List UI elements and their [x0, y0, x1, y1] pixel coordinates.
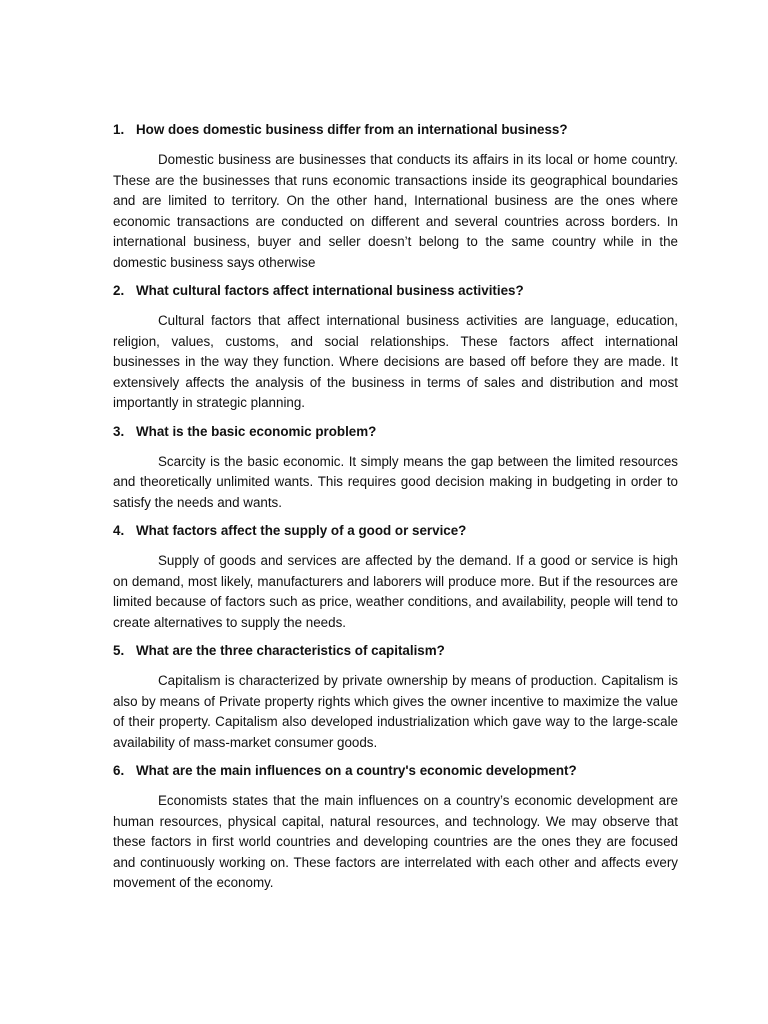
question-number: 6.	[113, 763, 125, 778]
question-heading	[113, 641, 678, 661]
qa-item-1	[113, 120, 678, 273]
question-heading	[113, 521, 678, 541]
question-text: How does domestic business differ from an international business?	[136, 122, 568, 137]
question-text: What are the main influences on a country's economic development?	[136, 763, 577, 778]
answer-paragraph: Cultural factors that affect international business activities are language, education, religion, values, customs, and social relationships. These factors affect international businesses in the way they function. Where decisions are based off before they are made. It extensively affects the analysis of the business in terms of sales and distribution and most importantly in strategic planning.	[113, 313, 678, 410]
qa-item-6	[113, 761, 678, 894]
answer-paragraph: Scarcity is the basic economic. It simply means the gap between the limited resources and theoretically unlimited wants. This requires good decision making in budgeting in order to satisfy the needs and wants.	[113, 453, 678, 510]
question-heading	[113, 422, 678, 442]
question-text: What cultural factors affect international business activities?	[136, 283, 524, 298]
answer-paragraph: Supply of goods and services are affected by the demand. If a good or service is high on demand, most likely, manufacturers and laborers will produce more. But if the resources are limited because of factors such as price, weather conditions, and availability, people will tend to create alternatives to supply the needs.	[113, 553, 678, 630]
question-number: 5.	[113, 643, 125, 658]
question-number: 4.	[113, 523, 125, 538]
question-number: 2.	[113, 283, 125, 298]
answer-paragraph: Capitalism is characterized by private ownership by means of production. Capitalism is also by means of Private property rights which gives the owner incentive to maximize the value of their property. Capitalism also developed industrialization which gave way to the large-scale availability of mass-market consumer goods.	[113, 673, 678, 750]
question-text: What factors affect the supply of a good or service?	[136, 523, 467, 538]
question-heading	[113, 120, 678, 140]
answer-paragraph: Domestic business are businesses that conducts its affairs in its local or home country. These are the businesses that runs economic transactions inside its geographical boundaries and are limited to territory. On the other hand, International business are the ones where economic transactions are conducted on different and several countries across borders. In international business, buyer and seller doesn’t belong to the same country while in the domestic business says otherwise	[113, 152, 678, 270]
qa-item-5	[113, 641, 678, 753]
qa-item-3	[113, 422, 678, 514]
qa-item-2	[113, 281, 678, 414]
question-text: What are the three characteristics of capitalism?	[136, 643, 445, 658]
document-body	[113, 120, 678, 902]
question-number: 3.	[113, 423, 125, 439]
question-heading	[113, 281, 678, 301]
qa-item-4	[113, 521, 678, 633]
answer-paragraph: Economists states that the main influences on a country’s economic development are human resources, physical capital, natural resources, and technology. We may observe that these factors in first world countries and developing countries are the ones they are focused and continuously working on. These factors are interrelated with each other and affects every movement of the economy.	[113, 793, 678, 890]
question-heading	[113, 761, 678, 781]
question-number: 1.	[113, 122, 125, 137]
question-text: What is the basic economic problem?	[136, 423, 377, 439]
